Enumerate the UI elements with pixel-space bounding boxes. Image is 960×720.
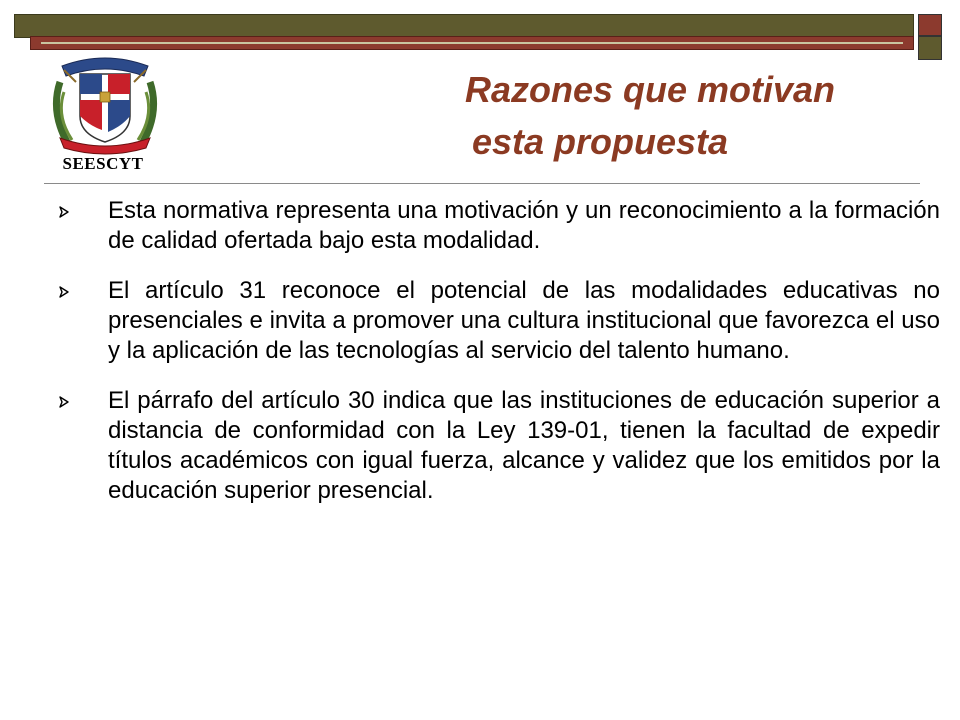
slide-title-line1: Razones que motivan — [464, 69, 836, 110]
list-item — [56, 196, 940, 256]
corner-square-olive — [918, 36, 942, 60]
top-decor-bar-accent — [30, 36, 914, 50]
bullet-list — [56, 196, 940, 526]
list-item — [56, 276, 940, 366]
bullet-text: Esta normativa representa una motivación y un reconocimiento a la formación de calidad ofertada bajo esta modalidad. — [108, 197, 940, 254]
arrow-bullet-icon — [56, 204, 72, 220]
bullet-text: El artículo 31 reconoce el potencial de las modalidades educativas no presenciales e invita a promover una cultura institucional que favorezca el uso y la aplicación de las tecnologías al servicio del talento humano. — [108, 277, 940, 364]
bullet-text: El párrafo del artículo 30 indica que las instituciones de educación superior a distancia de conformidad con la Ley 139-01, tienen la facultad de expedir títulos académicos con igual fuerza, alcance y validez que los emitidos por la educación superior presencial. — [108, 387, 940, 504]
coat-of-arms-icon — [46, 52, 164, 156]
top-decor-bar — [14, 14, 914, 38]
corner-square-red — [918, 14, 942, 36]
institution-seal — [42, 50, 172, 176]
arrow-bullet-icon — [56, 284, 72, 300]
arrow-bullet-icon — [56, 394, 72, 410]
seal-label: SEESCYT — [62, 154, 144, 173]
slide-title — [260, 64, 920, 168]
slide-title-line2: esta propuesta — [471, 121, 729, 162]
title-divider — [44, 183, 920, 184]
list-item — [56, 386, 940, 506]
